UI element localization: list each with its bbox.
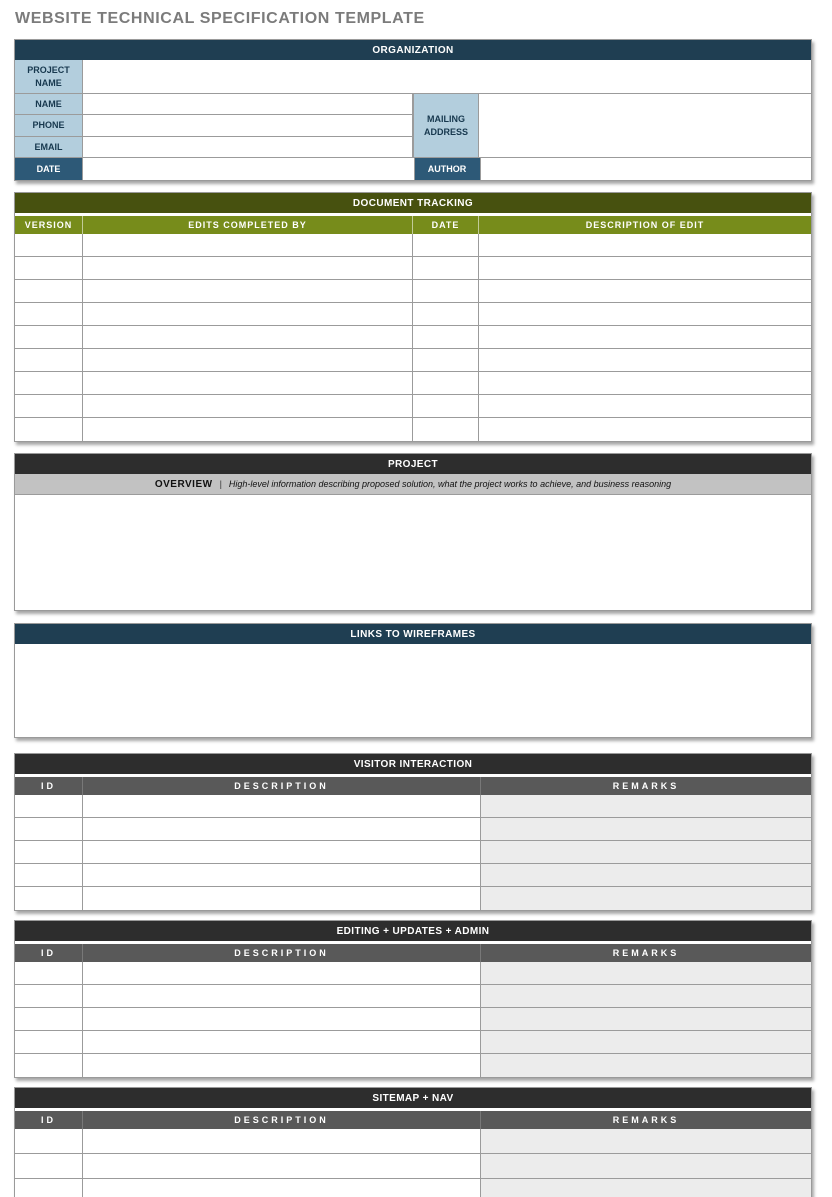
date-author-row (15, 158, 811, 180)
edits-completed-by-cell[interactable] (83, 303, 413, 325)
phone-label: PHONE (15, 115, 83, 135)
sitemap-nav-section-header: SITEMAP + NAV (15, 1088, 811, 1108)
document-tracking-section-header: DOCUMENT TRACKING (15, 193, 811, 213)
visitor-interaction-section-header: VISITOR INTERACTION (15, 754, 811, 774)
sitemap-nav-row (15, 1129, 811, 1154)
visitor-interaction-row (15, 795, 811, 818)
overview-separator: | (219, 479, 222, 489)
remarks-cell[interactable] (481, 887, 811, 910)
edits-completed-by-cell[interactable] (83, 326, 413, 348)
description-of-edit-column-header: DESCRIPTION OF EDIT (479, 216, 811, 234)
description-cell[interactable] (83, 1031, 481, 1053)
page-title: WEBSITE TECHNICAL SPECIFICATION TEMPLATE (15, 10, 425, 27)
id-cell[interactable] (15, 1179, 83, 1197)
contact-rows (15, 94, 811, 158)
description-cell[interactable] (83, 1154, 481, 1178)
version-cell[interactable] (15, 349, 83, 371)
document-tracking-row (15, 349, 811, 372)
id-cell[interactable] (15, 795, 83, 817)
remarks-column-header: REMARKS (481, 777, 811, 795)
project-table (14, 453, 812, 611)
remarks-column-header: REMARKS (481, 944, 811, 962)
document-tracking-row (15, 257, 811, 280)
project-name-row (15, 60, 811, 94)
id-cell[interactable] (15, 962, 83, 984)
description-of-edit-cell[interactable] (479, 257, 811, 279)
remarks-column-header: REMARKS (481, 1111, 811, 1129)
project-section-header: PROJECT (15, 454, 811, 474)
description-cell[interactable] (83, 864, 481, 886)
description-cell[interactable] (83, 962, 481, 984)
editing-updates-admin-table (14, 920, 812, 1078)
remarks-cell[interactable] (481, 1031, 811, 1053)
project-overview-field[interactable] (15, 495, 811, 610)
remarks-cell[interactable] (481, 864, 811, 886)
email-field[interactable] (83, 137, 413, 157)
editing-updates-admin-row (15, 1031, 811, 1054)
version-cell[interactable] (15, 257, 83, 279)
date-cell[interactable] (413, 418, 479, 441)
sitemap-nav-row (15, 1179, 811, 1197)
id-cell[interactable] (15, 985, 83, 1007)
description-cell[interactable] (83, 985, 481, 1007)
edits-completed-by-cell[interactable] (83, 349, 413, 371)
organization-table (14, 39, 812, 181)
date-cell[interactable] (413, 372, 479, 394)
editing-updates-admin-row (15, 1008, 811, 1031)
phone-row (15, 115, 413, 136)
description-of-edit-cell[interactable] (479, 395, 811, 417)
id-cell[interactable] (15, 864, 83, 886)
edits-completed-by-cell[interactable] (83, 280, 413, 302)
description-cell[interactable] (83, 818, 481, 840)
document-tracking-row (15, 234, 811, 257)
id-column-header: ID (15, 1111, 83, 1129)
document-tracking-row (15, 418, 811, 441)
visitor-interaction-table (14, 753, 812, 911)
date-cell[interactable] (413, 395, 479, 417)
edits-completed-by-cell[interactable] (83, 418, 413, 441)
overview-description: High-level information describing proposed solution, what the project works to achieve, and business reasoning (228, 479, 672, 489)
links-to-wireframes-field[interactable] (15, 644, 811, 737)
visitor-interaction-column-header (15, 777, 811, 795)
sitemap-nav-column-header (15, 1111, 811, 1129)
mailing-address-field[interactable] (479, 94, 811, 157)
version-cell[interactable] (15, 372, 83, 394)
description-of-edit-cell[interactable] (479, 280, 811, 302)
version-column-header: VERSION (15, 216, 83, 234)
document-tracking-table (14, 192, 812, 442)
remarks-cell[interactable] (481, 795, 811, 817)
phone-field[interactable] (83, 115, 413, 135)
description-column-header: DESCRIPTION (83, 777, 481, 795)
description-cell[interactable] (83, 795, 481, 817)
date-cell[interactable] (413, 349, 479, 371)
sitemap-nav-table (14, 1087, 812, 1197)
description-cell[interactable] (83, 1054, 481, 1077)
document-tracking-row (15, 303, 811, 326)
visitor-interaction-row (15, 864, 811, 887)
organization-section-header: ORGANIZATION (15, 40, 811, 60)
date-label: DATE (15, 158, 83, 180)
description-of-edit-cell[interactable] (479, 372, 811, 394)
description-cell[interactable] (83, 1179, 481, 1197)
id-cell[interactable] (15, 1008, 83, 1030)
edits-completed-by-cell[interactable] (83, 234, 413, 256)
date-cell[interactable] (413, 234, 479, 256)
author-field[interactable] (481, 158, 812, 180)
id-cell[interactable] (15, 841, 83, 863)
edits-completed-by-column-header: EDITS COMPLETED BY (83, 216, 413, 234)
email-label: EMAIL (15, 137, 83, 157)
id-column-header: ID (15, 944, 83, 962)
remarks-cell[interactable] (481, 1179, 811, 1197)
id-column-header: ID (15, 777, 83, 795)
id-cell[interactable] (15, 887, 83, 910)
visitor-interaction-row (15, 818, 811, 841)
sitemap-nav-row (15, 1154, 811, 1179)
links-to-wireframes-table (14, 623, 812, 738)
description-cell[interactable] (83, 887, 481, 910)
description-of-edit-cell[interactable] (479, 349, 811, 371)
edits-completed-by-cell[interactable] (83, 372, 413, 394)
editing-updates-admin-rows (15, 962, 811, 1077)
date-column-header: DATE (413, 216, 479, 234)
version-cell[interactable] (15, 280, 83, 302)
version-cell[interactable] (15, 234, 83, 256)
overview-label: OVERVIEW (154, 478, 213, 490)
links-to-wireframes-section-header: LINKS TO WIREFRAMES (15, 624, 811, 644)
edits-completed-by-cell[interactable] (83, 257, 413, 279)
description-column-header: DESCRIPTION (83, 1111, 481, 1129)
date-cell[interactable] (413, 303, 479, 325)
email-row (15, 137, 413, 157)
document-tracking-row (15, 395, 811, 418)
editing-updates-admin-column-header (15, 944, 811, 962)
name-row (15, 94, 413, 115)
description-of-edit-cell[interactable] (479, 303, 811, 325)
name-field[interactable] (83, 94, 413, 114)
date-cell[interactable] (413, 257, 479, 279)
visitor-interaction-rows (15, 795, 811, 910)
date-field[interactable] (83, 158, 415, 180)
date-cell[interactable] (413, 326, 479, 348)
author-label: AUTHOR (415, 158, 481, 180)
remarks-cell[interactable] (481, 818, 811, 840)
editing-updates-admin-row (15, 985, 811, 1008)
editing-updates-admin-section-header: EDITING + UPDATES + ADMIN (15, 921, 811, 941)
document-tracking-row (15, 280, 811, 303)
remarks-cell[interactable] (481, 962, 811, 984)
mailing-address-label: MAILING ADDRESS (413, 94, 479, 157)
version-cell[interactable] (15, 303, 83, 325)
document-tracking-column-header (15, 216, 811, 234)
overview-band (15, 474, 811, 495)
remarks-cell[interactable] (481, 841, 811, 863)
description-of-edit-cell[interactable] (479, 234, 811, 256)
id-cell[interactable] (15, 1154, 83, 1178)
version-cell[interactable] (15, 326, 83, 348)
document-tracking-row (15, 326, 811, 349)
description-cell[interactable] (83, 841, 481, 863)
editing-updates-admin-row (15, 1054, 811, 1077)
remarks-cell[interactable] (481, 1129, 811, 1153)
description-cell[interactable] (83, 1008, 481, 1030)
date-cell[interactable] (413, 280, 479, 302)
document-tracking-row (15, 372, 811, 395)
id-cell[interactable] (15, 1129, 83, 1153)
id-cell[interactable] (15, 818, 83, 840)
description-of-edit-cell[interactable] (479, 326, 811, 348)
description-column-header: DESCRIPTION (83, 944, 481, 962)
description-of-edit-cell[interactable] (479, 418, 811, 441)
project-name-field[interactable] (83, 60, 811, 93)
remarks-cell[interactable] (481, 1054, 811, 1077)
visitor-interaction-row (15, 841, 811, 864)
editing-updates-admin-row (15, 962, 811, 985)
remarks-cell[interactable] (481, 985, 811, 1007)
id-cell[interactable] (15, 1031, 83, 1053)
description-cell[interactable] (83, 1129, 481, 1153)
edits-completed-by-cell[interactable] (83, 395, 413, 417)
document-tracking-rows (15, 234, 811, 441)
name-label: NAME (15, 94, 83, 114)
contact-left-block (15, 94, 413, 157)
version-cell[interactable] (15, 395, 83, 417)
id-cell[interactable] (15, 1054, 83, 1077)
remarks-cell[interactable] (481, 1154, 811, 1178)
remarks-cell[interactable] (481, 1008, 811, 1030)
project-name-label: PROJECT NAME (15, 60, 83, 93)
sitemap-nav-rows (15, 1129, 811, 1197)
version-cell[interactable] (15, 418, 83, 441)
visitor-interaction-row (15, 887, 811, 910)
